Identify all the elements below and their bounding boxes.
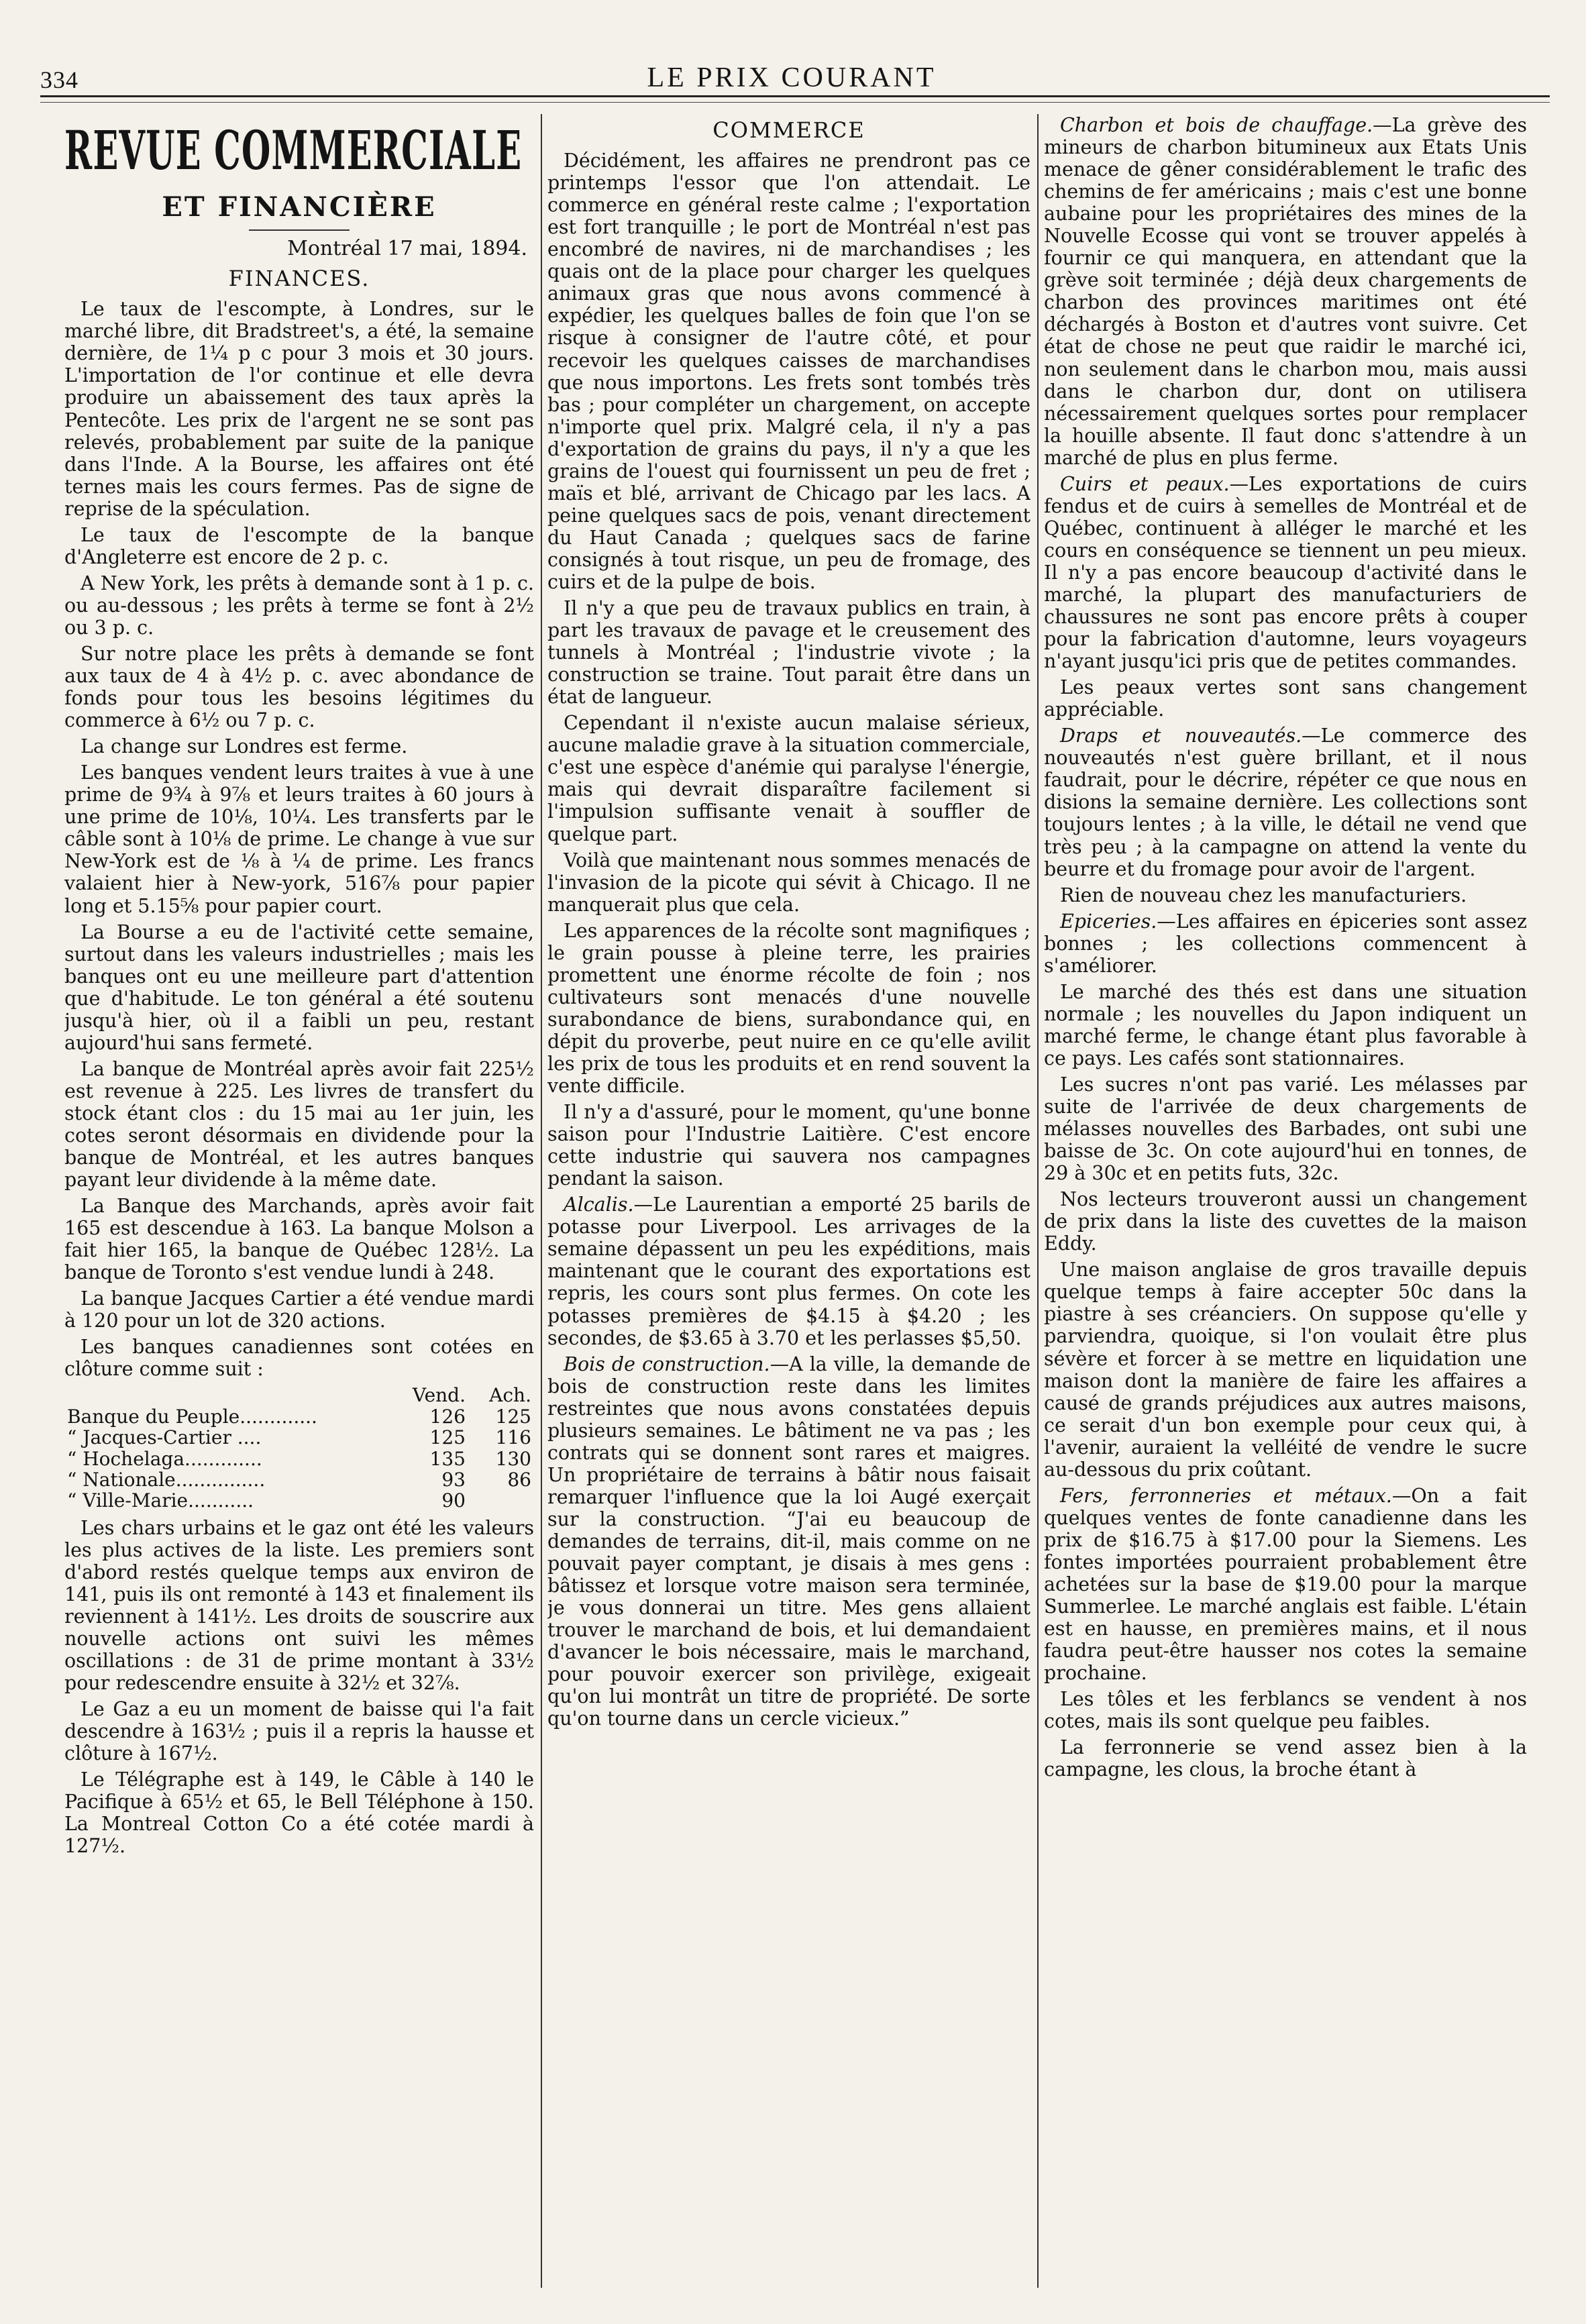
article-paragraph: Les peaux vertes sont sans changement appréciable. <box>1044 676 1527 721</box>
article-paragraph: Cependant il n'existe aucun malaise sérieux, aucune maladie grave à la situation commerciale, c'est une espèce d'anémie qui paralyse l'énergie, mais qui devrait disparaître facilement si l'impulsion suffisante venait à souffler de quelque part. <box>547 712 1030 845</box>
article-paragraph: Une maison anglaise de gros travaille depuis quelque temps à faire accepter 50c dans la piastre à ses créanciers. On suppose qu'elle y parviendra, quoique, si l'on voulait être plus sévère et forcer à se mettre en liquidation une maison dont la manière de faire les affaires a causé de grands préjudices aux autres maisons, ce serait d'un bon exemple pour ceux qui, à l'avenir, auraient la velléité de vendre le sucre au-dessous du prix coûtant. <box>1044 1259 1527 1481</box>
header-rule-thin <box>40 102 1550 103</box>
article-paragraph: Les banques canadiennes sont cotées en clôture comme suit : <box>64 1336 534 1381</box>
subsection-text: —On a fait quelques ventes de fonte canadienne dans les prix de $16.75 à $17.00 pour la Siemens. Les fontes importées pourraient probablement être achetées sur la base de $19.00 pour la marque Summerlee. Le marché anglais est faible. L'étain est en hausse, en premières mains, et il nous faudra peut-être hausser nos cotes la semaine prochaine. <box>1044 1484 1527 1685</box>
buy-price: 86 <box>507 1469 531 1491</box>
article-paragraph: La ferronnerie se vend assez bien à la campagne, les clous, la broche étant à <box>1044 1736 1527 1781</box>
article-paragraph: Les tôles et les ferblancs se vendent à nos cotes, mais ils sont quelque peu faibles. <box>1044 1688 1527 1733</box>
buy-price: 130 <box>495 1447 531 1470</box>
bank-quotes-table <box>64 1385 534 1512</box>
masthead-rule <box>249 229 350 231</box>
article-paragraph: Sur notre place les prêts à demande se font aux taux de 4 à 4½ p. c. avec abondance de fonds pour tous les besoins légitimes du commerce à 6½ ou 7 p. c. <box>64 643 534 732</box>
article-paragraph: Le taux de l'escompte, à Londres, sur le marché libre, dit Bradstreet's, a été, la semaine dernière, de 1¼ p c pour 3 mois et 30 jours. L'importation de l'or continue et elle devra produire un abaissement des taux après la Pentecôte. Les prix de l'argent ne se sont pas relevés, probablement par suite de la panique dans l'Inde. A la Bourse, les affaires ont été ternes mais les cours fermes. Pas de signe de reprise de la spéculation. <box>64 298 534 520</box>
masthead-subtitle: ET FINANCIÈRE <box>162 191 437 223</box>
sell-price: 126 <box>429 1405 466 1428</box>
table-header-row <box>64 1385 534 1406</box>
article-paragraph: Les apparences de la récolte sont magnifiques ; le grain pousse à pleine terre, les prairies promettent une énorme récolte de foin ; nos cultivateurs sont menacés d'une nouvelle surabondance de biens, surabondance qui, en dépit du proverbe, peut nuire en ce qu'elle avilit les prix de tous les produits et en rend souvent la vente difficile. <box>547 919 1030 1098</box>
bank-name: Banque du Peuple............. <box>67 1405 317 1428</box>
market-report-alcalis <box>547 1194 1030 1349</box>
subsection-text: —A la ville, la demande de bois de construction reste dans les limites restreintes que nous avons constatées depuis plusieurs semaines. Le bâtiment ne va pas ; les contrats qui se donnent sont rares et maigres. Un propriétaire de terrains à bâtir nous faisait remarquer l'influence que la loi Augé exerçait sur la construction. “J'ai eu beaucoup de demandes de terrains, dit-il, mais comme on ne pouvait payer comptant, je disais à mes gens : bâtissez et lorsque votre maison sera terminée, je vous donnerai un titre. Mes gens allaient trouver le marchand de bois, et lui demandaient d'avancer le bois nécessaire, mais le marchand, pour pouvoir exercer son privilège, exigeait qu'on lui montrât un titre de propriété. De sorte qu'on tourne dans un cercle vicieux.” <box>547 1353 1030 1730</box>
journal-title: LE PRIX COURANT <box>647 62 937 93</box>
subsection-text: —Le commerce des nouveautés n'est guère brillant, et il nous faudrait, pour le décrire, répéter ce que nous en disions la semaine dernière. Les collections sont toujours lentes ; à la ville, le détail ne vend que très peu ; à la campagne on attend la vente du beurre et du fromage pour avoir de l'argent. <box>1044 725 1527 880</box>
subsection-text: —La grève des mineurs de charbon bitumineux aux Etats Unis menace de gêner considérablement le trafic des chemins de fer américains ; mais c'est une bonne aubaine pour les propriétaires des mines de la Nouvelle Ecosse qui vont se trouver appelés à fournir ce qui manquera, en attendant que la grève soit terminée ; déjà deux chargements de charbon des provinces maritimes ont été déchargés à Boston et d'autres vont suivre. Cet état de chose ne peut que raidir le marché ici, non seulement dans le charbon mou, mais aussi dans le charbon dur, dont on utilisera nécessairement quelques sortes pour remplacer la houille absente. Il faut donc s'attendre à un marché de plus en plus ferme. <box>1044 114 1527 469</box>
subsection-lead: Alcalis. <box>564 1194 634 1216</box>
article-paragraph: Le marché des thés est dans une situation normale ; les nouvelles du Japon indiquent un marché ferme, le change étant plus favorable à ce pays. Les cafés sont stationnaires. <box>1044 980 1527 1069</box>
bank-name: “ Jacques-Cartier .... <box>67 1426 262 1449</box>
column-divider <box>1037 114 1039 2288</box>
subsection-text: —Le Laurentian a emporté 25 barils de potasse pour Liverpool. Les arrivages de la semaine dépassent un peu les expéditions, mais maintenant que le courant des exportations est repris, les cours sont plus fermes. On cote les potasses premières de $4.15 à $4.20 ; les secondes, de $3.65 à 3.70 et les perlasses $5,50. <box>547 1194 1030 1349</box>
article-paragraph: Nos lecteurs trouveront aussi un changement de prix dans la liste des cuvettes de la maison Eddy. <box>1044 1188 1527 1255</box>
section-title-finances: FINANCES. <box>228 266 370 292</box>
dateline: Montréal 17 mai, 1894. <box>287 237 527 261</box>
market-report-cuirs <box>1044 473 1527 672</box>
article-paragraph: Les sucres n'ont pas varié. Les mélasses par suite de l'arrivée de deux chargements de mélasses nouvelles des Barbades, ont subi une baisse de 3c. On cote aujourd'hui en tonnes, de 29 à 30c et en petits futs, 32c. <box>1044 1073 1527 1185</box>
table-header: Vend. <box>412 1383 466 1406</box>
subsection-text: —Les affaires en épiceries sont assez bonnes ; les collections commencent à s'améliorer. <box>1044 910 1527 977</box>
market-report-draps <box>1044 725 1527 880</box>
market-report-fers <box>1044 1485 1527 1684</box>
table-row <box>64 1406 534 1427</box>
sell-price: 135 <box>429 1447 466 1470</box>
column-finances <box>64 114 534 2288</box>
market-report-epiceries <box>1044 910 1527 977</box>
page-number: 334 <box>40 66 78 93</box>
sell-price: 90 <box>441 1489 466 1512</box>
subsection-lead: Draps et nouveautés. <box>1060 725 1302 747</box>
sell-price: 93 <box>441 1469 466 1491</box>
article-paragraph: Rien de nouveau chez les manufacturiers. <box>1060 884 1467 906</box>
bank-name: “ Nationale............... <box>67 1469 266 1491</box>
subsection-lead: Fers, ferronneries et métaux. <box>1060 1484 1392 1507</box>
subsection-lead: Epiceries. <box>1060 910 1157 933</box>
market-report-bois <box>547 1353 1030 1730</box>
article-paragraph: La Bourse a eu de l'activité cette semaine, surtout dans les valeurs industrielles ; mais les banques ont eu une meilleure part d'attention que d'habitude. Le ton général a été soutenu jusqu'à hier, où il a faibli un peu, restant aujourd'hui sans fermeté. <box>64 920 534 1054</box>
article-paragraph: La banque de Montréal après avoir fait 225½ est revenue à 225. Les livres de transfert du stock étant clos : du 15 mai au 1er juin, les cotes seront désormais en dividende pour la banque de Montréal, et les autres banques payant leur dividende à la même date. <box>64 1057 534 1192</box>
bank-name: “ Hochelaga............. <box>67 1447 262 1470</box>
masthead-title: REVUE COMMERCIALE <box>64 119 523 182</box>
buy-price: 116 <box>495 1426 531 1449</box>
market-report-charbon <box>1044 114 1527 469</box>
article-paragraph: Voilà que maintenant nous sommes menacés de l'invasion de la picote qui sévit à Chicago. Il ne manquerait plus que cela. <box>547 849 1030 916</box>
header-rule <box>40 95 1550 97</box>
article-paragraph: Les banques vendent leurs traites à vue à une prime de 9¾ à 9⅞ et leurs traites à 60 jours à une prime de 10⅛, 10¼. Les transferts par le câble sont à 10⅛ de prime. Le change à vue sur New-York est de ⅛ à ¼ de prime. Les francs valaient hier à New-york, 516⅞ pour papier long et 5.15⅝ pour papier court. <box>64 761 534 917</box>
table-header: Ach. <box>489 1383 531 1406</box>
subsection-lead: Charbon et bois de chauffage. <box>1060 114 1373 136</box>
article-paragraph: A New York, les prêts à demande sont à 1 p. c. ou au-dessous ; les prêts à terme se font à 2½ ou 3 p. c. <box>64 572 534 639</box>
article-paragraph: Les chars urbains et le gaz ont été les valeurs les plus actives de la liste. Les premiers sont d'abord restés quelque temps aux environ de 141, puis ils ont remonté à 143 et finalement ils reviennent à 141½. Les droits de souscrire aux nouvelle actions ont suivi les mêmes oscillations : de 31 de prime montant à 33½ pour redescendre ensuite à 32½ et 32⅞. <box>64 1516 534 1695</box>
article-paragraph: Décidément, les affaires ne prendront pas ce printemps l'essor que l'on attendait. Le commerce en général reste calme ; l'exportation est fort tranquille ; le port de Montréal n'est pas encombré de navires, ni de marchandises ; les quais ont de la place pour charger les quelques animaux gras que nous avons commencé à expédier, les quelques balles de foin que l'on se risque à consigner de l'autre côté, et pour recevoir les quelques caisses de marchandises que nous importons. Les frets sont tombés très bas ; pour compléter un chargement, on accepte n'importe quel prix. Malgré cela, il n'y a pas d'exportation de grains du pays, il n'y a que les grains de l'ouest qui fournissent un peu de fret ; maïs et blé, arrivant de Chicago par les lacs. A peine quelques sacs de pois, venant directement du Haut Canada ; quelques sacs de farine consignés à tout risque, un peu de fromage, des cuirs et de la pulpe de bois. <box>547 150 1030 593</box>
article-paragraph: Il n'y a que peu de travaux publics en train, à part les travaux de pavage et le creusement des tunnels à Montréal ; l'industrie vivote ; la construction se traine. Tout parait être dans un état de langueur. <box>547 597 1030 708</box>
sell-price: 125 <box>429 1426 466 1449</box>
running-head <box>40 40 1543 94</box>
article-paragraph: Il n'y a d'assuré, pour le moment, qu'une bonne saison pour l'Industrie Laitière. C'est encore cette industrie qui sauvera nos campagnes pendant la saison. <box>547 1101 1030 1190</box>
table-row <box>64 1427 534 1448</box>
column-commerce <box>547 114 1030 2288</box>
buy-price <box>468 1490 534 1511</box>
table-row <box>64 1490 534 1511</box>
subsection-lead: Bois de construction. <box>564 1353 770 1375</box>
table-header <box>64 1385 403 1406</box>
table-row <box>64 1448 534 1469</box>
bank-name: “ Ville-Marie........... <box>67 1489 254 1512</box>
article-paragraph: La banque Jacques Cartier a été vendue mardi à 120 pour un lot de 320 actions. <box>64 1287 534 1332</box>
buy-price: 125 <box>495 1405 531 1428</box>
subsection-lead: Cuirs et peaux. <box>1060 472 1230 495</box>
article-paragraph: La change sur Londres est ferme. <box>81 735 408 758</box>
column-divider <box>541 114 542 2288</box>
article-paragraph: Le Gaz a eu un moment de baisse qui l'a fait descendre à 163½ ; puis il a repris la hausse et clôture à 167½. <box>64 1698 534 1765</box>
article-paragraph: Le taux de l'escompte de la banque d'Angleterre est encore de 2 p. c. <box>64 523 534 568</box>
section-title-commerce: COMMERCE <box>712 117 865 143</box>
subsection-text: —Les exportations de cuirs fendus et de cuirs à semelles de Montréal et de Québec, continuent à alléger le marché et les cours en conséquence se tiennent un peu mieux. Il n'y a pas encore beaucoup d'activité dans le marché, la plupart des manufacturiers de chaussures ne sont pas encore prêts à couper pour la fabrication d'automne, leurs voyageurs n'ayant jusqu'ici pris que de petites commandes. <box>1044 472 1527 673</box>
table-row <box>64 1469 534 1490</box>
article-paragraph: Le Télégraphe est à 149, le Câble à 140 le Pacifique à 65½ et 65, le Bell Téléphone à 150. La Montreal Cotton Co a été cotée mardi à 127½. <box>64 1768 534 1858</box>
column-markets <box>1044 114 1527 2288</box>
article-paragraph: La Banque des Marchands, après avoir fait 165 est descendue à 163. La banque Molson a fait hier 165, la banque de Québec 128½. La banque de Toronto s'est vendue lundi à 248. <box>64 1195 534 1284</box>
